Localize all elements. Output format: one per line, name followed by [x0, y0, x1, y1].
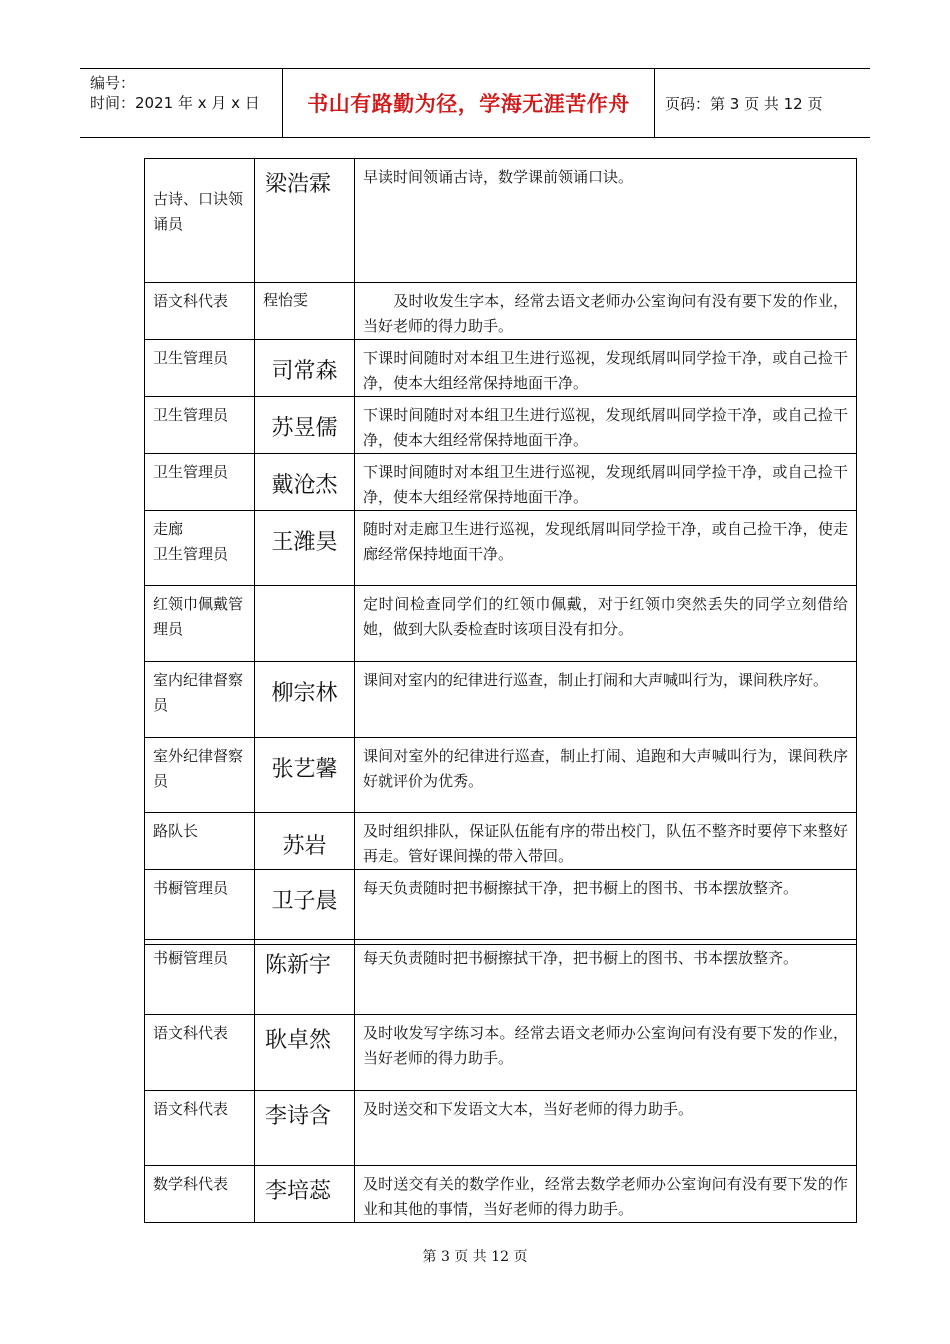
- table-row: [145, 454, 857, 511]
- desc-cell: 下课时间随时对本组卫生进行巡视，发现纸屑叫同学捡干净，或自己捡干净，使本大组经常保持地面干净。: [355, 340, 857, 397]
- desc-cell: 及时收发生字本，经常去语文老师办公室询问有没有要下发的作业，当好老师的得力助手。: [355, 283, 857, 340]
- role-cell: 室外纪律督察员: [145, 738, 255, 813]
- page-header: [80, 68, 870, 138]
- name-cell: 苏昱儒: [255, 397, 355, 454]
- name-cell: 卫子晨: [255, 870, 355, 945]
- name-cell: 司常森: [255, 340, 355, 397]
- desc-cell: 下课时间随时对本组卫生进行巡视，发现纸屑叫同学捡干净，或自己捡干净，使本大组经常保持地面干净。: [355, 397, 857, 454]
- role-cell: 卫生管理员: [145, 397, 255, 454]
- name-cell: 耿卓然: [255, 1015, 355, 1091]
- table-row: [145, 1015, 857, 1091]
- desc-cell: 每天负责随时把书橱擦拭干净，把书橱上的图书、书本摆放整齐。: [355, 870, 857, 945]
- role-cell: 书橱管理员: [145, 940, 255, 1015]
- name-cell: 梁浩霖: [255, 159, 355, 283]
- name-cell: 柳宗林: [255, 662, 355, 738]
- role-cell: 路队长: [145, 813, 255, 870]
- name-cell: 戴沧杰: [255, 454, 355, 511]
- name-cell: 李培蕊: [255, 1166, 355, 1223]
- role-cell: 室内纪律督察员: [145, 662, 255, 738]
- desc-cell: 下课时间随时对本组卫生进行巡视，发现纸屑叫同学捡干净，或自己捡干净，使本大组经常保持地面干净。: [355, 454, 857, 511]
- header-meta: [80, 69, 283, 137]
- table-row: [145, 1166, 857, 1223]
- role-cell: 书橱管理员: [145, 870, 255, 945]
- duty-table-2: [144, 939, 857, 1223]
- desc-cell: 及时收发写字练习本。经常去语文老师办公室询问有没有要下发的作业，当好老师的得力助手。: [355, 1015, 857, 1091]
- table-row: [145, 870, 857, 945]
- table-row: [145, 738, 857, 813]
- role-cell: 卫生管理员: [145, 340, 255, 397]
- header-motto: 书山有路勤为径，学海无涯苦作舟: [283, 69, 655, 137]
- doc-time-label: 时间：2021 年 x 月 x 日: [90, 94, 260, 112]
- name-cell: 王潍昊: [255, 511, 355, 586]
- desc-cell: 及时组织排队，保证队伍能有序的带出校门，队伍不整齐时要停下来整好再走。管好课间操的带入带回。: [355, 813, 857, 870]
- table-row: [145, 662, 857, 738]
- desc-cell: 每天负责随时把书橱擦拭干净，把书橱上的图书、书本摆放整齐。: [355, 940, 857, 1015]
- table-row: [145, 397, 857, 454]
- table-row: [145, 586, 857, 662]
- doc-number-label: 编号：: [90, 74, 136, 92]
- name-cell: 李诗含: [255, 1091, 355, 1166]
- role-cell: 语文科代表: [145, 1091, 255, 1166]
- role-cell: 走廊 卫生管理员: [145, 511, 255, 586]
- header-page-info: 页码：第 3 页 共 12 页: [665, 94, 823, 113]
- desc-cell: 及时送交有关的数学作业，经常去数学老师办公室询问有没有要下发的作业和其他的事情，当好老师的得力助手。: [355, 1166, 857, 1223]
- desc-cell: 随时对走廊卫生进行巡视，发现纸屑叫同学捡干净，或自己捡干净，使走廊经常保持地面干净。: [355, 511, 857, 586]
- name-cell: [255, 586, 355, 662]
- role-cell: 语文科代表: [145, 1015, 255, 1091]
- table-row: [145, 340, 857, 397]
- role-cell: 语文科代表: [145, 283, 255, 340]
- role-cell: 卫生管理员: [145, 454, 255, 511]
- desc-cell: 课间对室外的纪律进行巡查，制止打闹、追跑和大声喊叫行为，课间秩序好就评价为优秀。: [355, 738, 857, 813]
- desc-cell: 及时送交和下发语文大本，当好老师的得力助手。: [355, 1091, 857, 1166]
- table-row: [145, 940, 857, 1015]
- table-row: [145, 283, 857, 340]
- table-row: [145, 813, 857, 870]
- role-cell: 红领巾佩戴管理员: [145, 586, 255, 662]
- desc-cell: 早读时间领诵古诗，数学课前领诵口诀。: [355, 159, 857, 283]
- table-row: [145, 511, 857, 586]
- role-cell: 数学科代表: [145, 1166, 255, 1223]
- desc-cell: 定时间检查同学们的红领巾佩戴，对于红领巾突然丢失的同学立刻借给她，做到大队委检查时该项目没有扣分。: [355, 586, 857, 662]
- page-footer: 第 3 页 共 12 页: [422, 1249, 528, 1265]
- table-row: [145, 159, 857, 283]
- role-cell: 古诗、口诀领诵员: [145, 159, 255, 283]
- desc-cell: 课间对室内的纪律进行巡查，制止打闹和大声喊叫行为，课间秩序好。: [355, 662, 857, 738]
- name-cell: 张艺馨: [255, 738, 355, 813]
- name-cell: 苏岩: [255, 813, 355, 870]
- name-cell: 程怡雯: [255, 283, 355, 340]
- table-row: [145, 1091, 857, 1166]
- duty-table-1: [144, 158, 857, 945]
- name-cell: 陈新宇: [255, 940, 355, 1015]
